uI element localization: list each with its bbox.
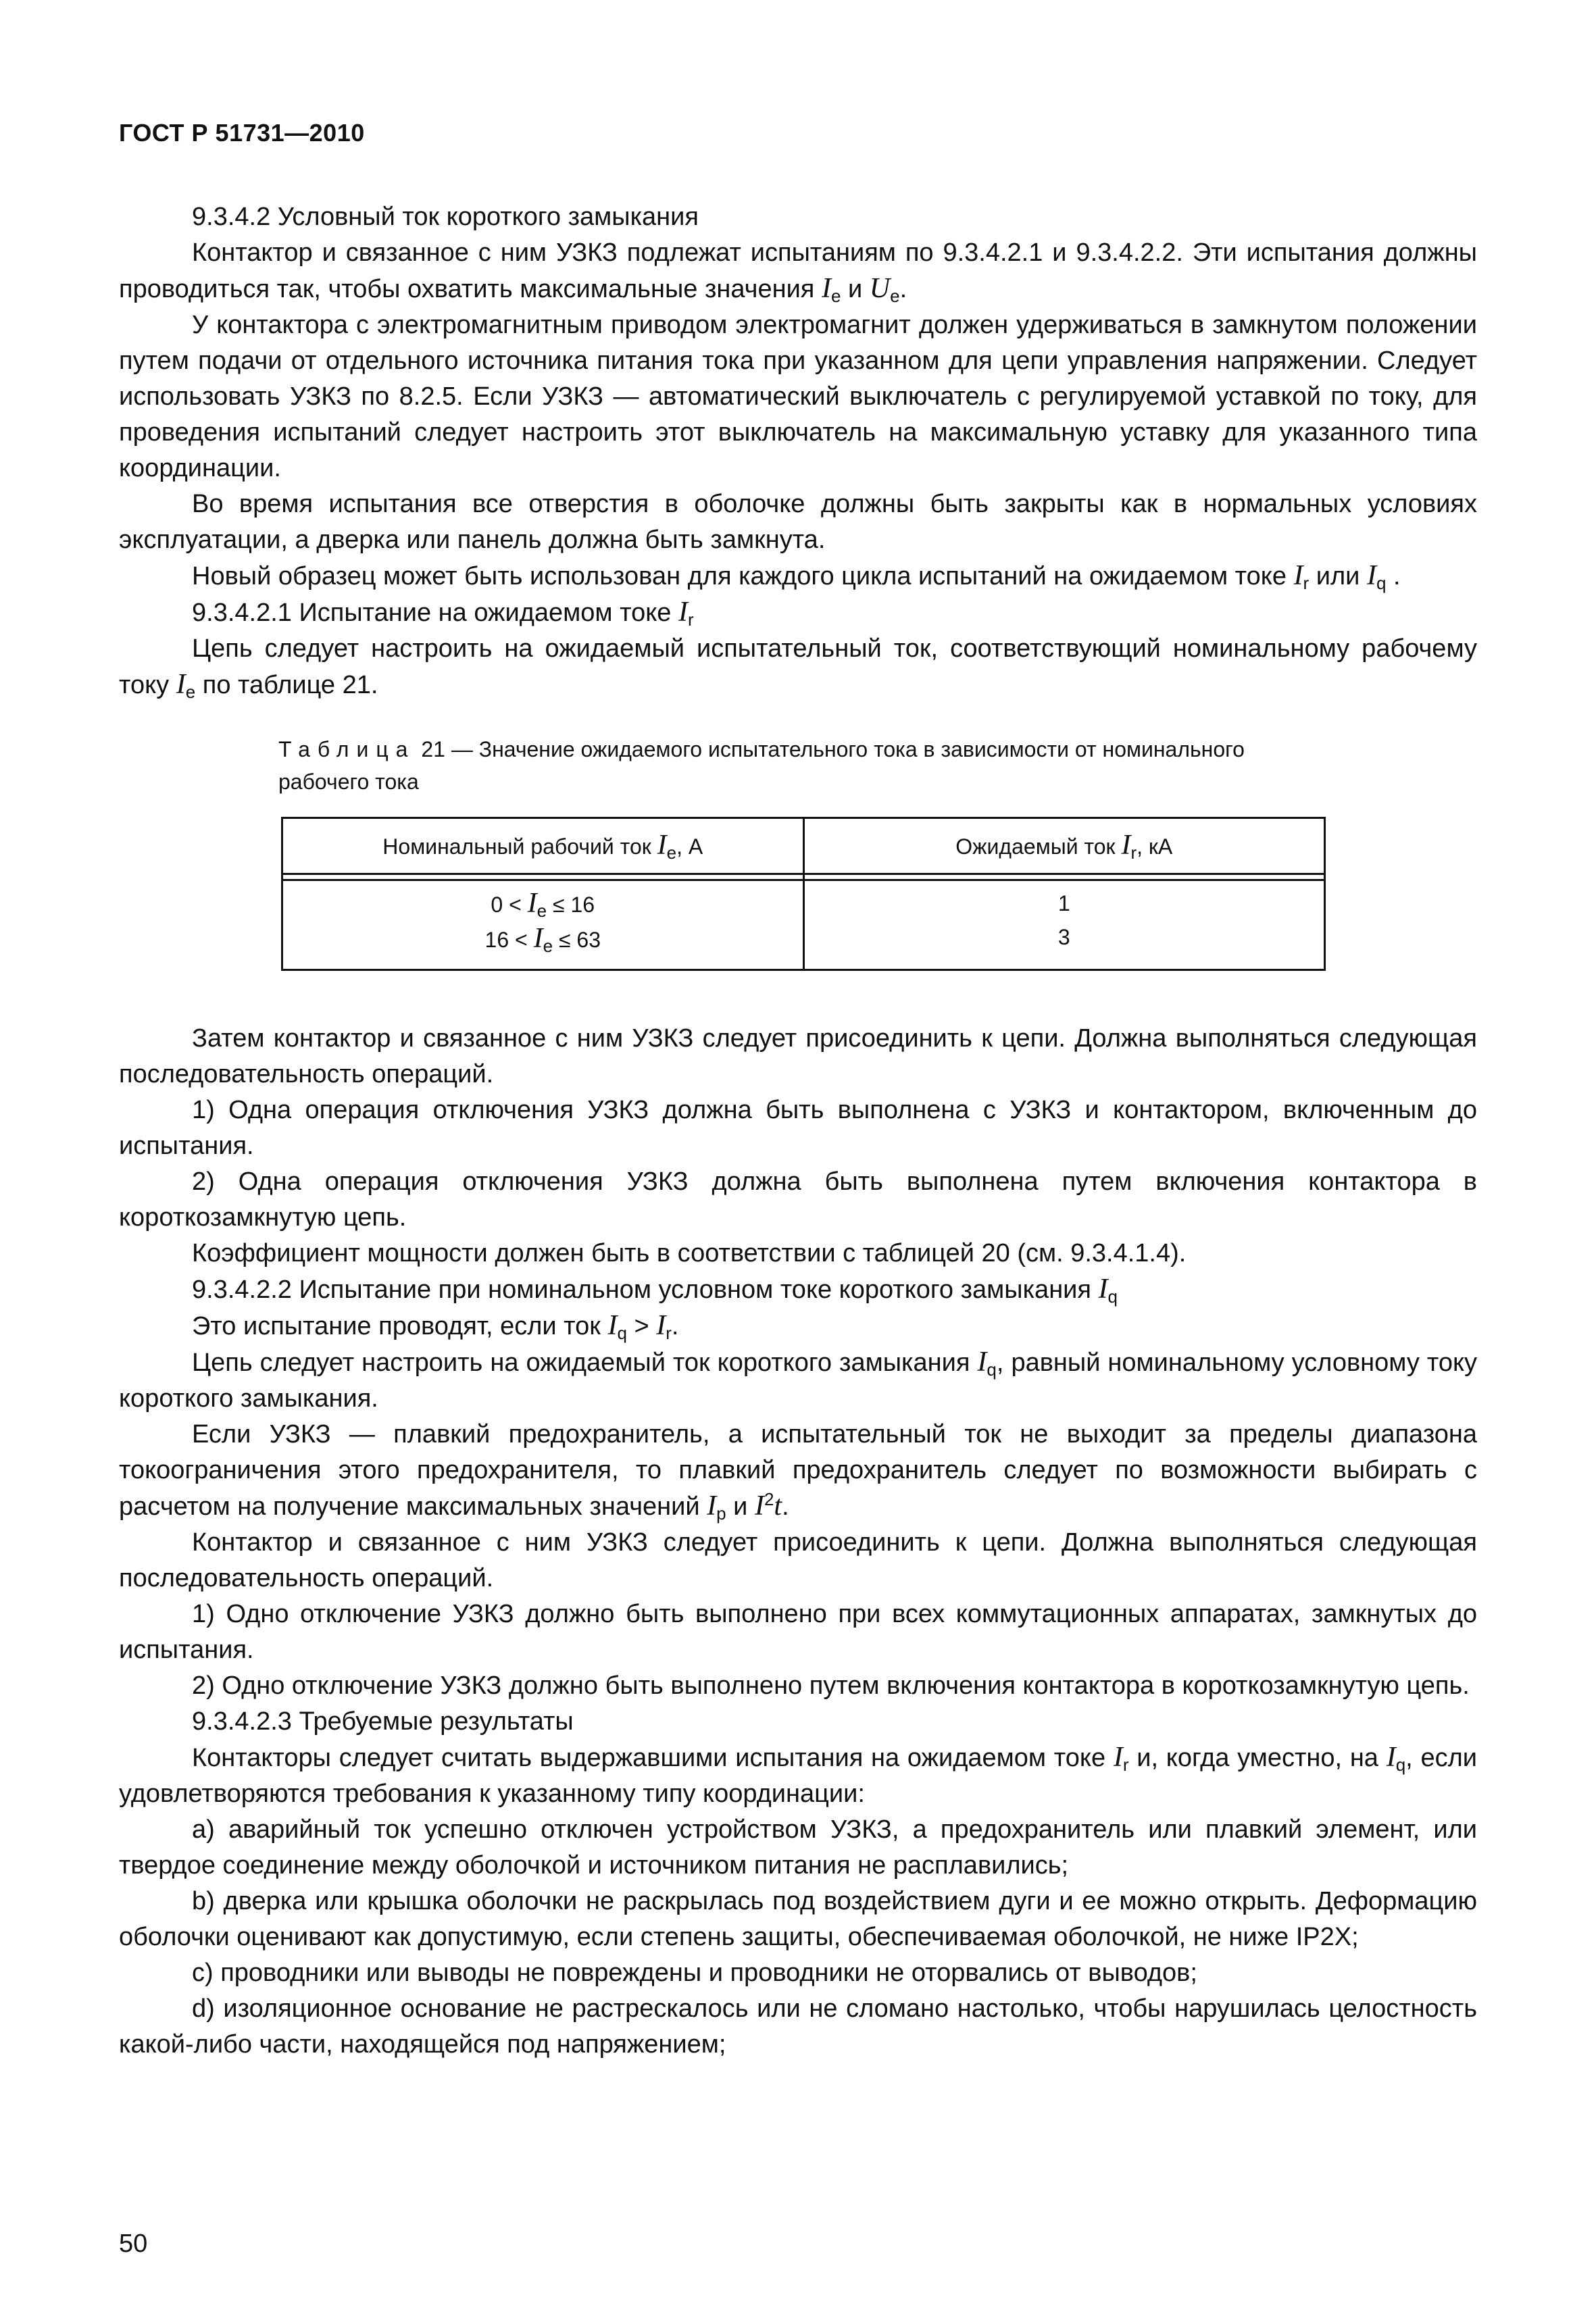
- list-item: a) аварийный ток успешно отключен устройством УЗКЗ, а предохранитель или плавкий элемент, или твердое соединение между оболочкой и источником питания не расплавились;: [119, 1815, 1477, 1880]
- paragraph: Новый образец может быть использован для каждого цикла испытаний на ожидаемом токе $I_r$ или $I_q$ .: [192, 560, 1401, 593]
- paragraph: 9.3.4.2.1 Испытание на ожидаемом токе $I_r$: [192, 597, 694, 630]
- paragraph: Контакторы следует считать выдержавшими испытания на ожидаемом токе $I_r$ и, когда уместно, на $I_q$, если удовлетворяются требования к указанному типу координации:: [119, 1742, 1477, 1808]
- document-header: ГОСТ Р 51731—2010: [119, 119, 365, 147]
- document-body: [119, 199, 1477, 2063]
- table-header-expected-current: Ожидаемый ток $I_r$, кА: [803, 818, 1325, 874]
- paragraph: 9.3.4.2.2 Испытание при номинальном условном токе короткого замыкания $I_q$: [192, 1274, 1118, 1307]
- table-caption: Таблица 21 — Значение ожидаемого испытательного тока в зависимости от номинального рабочего тока: [278, 737, 1245, 794]
- table-21: [281, 817, 1326, 971]
- paragraph: Контактор и связанное с ним УЗКЗ следует присоединить к цепи. Должна выполняться следующая последовательность операций.: [119, 1528, 1477, 1592]
- paragraph: Контактор и связанное с ним УЗКЗ подлежат испытаниям по 9.3.4.2.1 и 9.3.4.2.2. Эти испытания должны проводиться так, чтобы охватить максимальные значения $I_e$ и $U_e$.: [119, 238, 1477, 306]
- table-double-rule: [282, 874, 1325, 880]
- table-cell-ranges: $0 < I_e \le 16$ $16 < I_e \le 63$: [282, 880, 804, 970]
- paragraph: 9.3.4.2.3 Требуемые результаты: [192, 1707, 574, 1736]
- table-cell-values: 1 3: [803, 880, 1325, 970]
- list-item: c) проводники или выводы не повреждены и проводники не оторвались от выводов;: [192, 1959, 1197, 1987]
- list-item: 2) Одна операция отключения УЗКЗ должна быть выполнена путем включения контактора в короткозамкнутую цепь.: [119, 1167, 1477, 1232]
- page-number: 50: [119, 2230, 148, 2258]
- table-row: [282, 880, 1325, 970]
- list-item: 2) Одно отключение УЗКЗ должно быть выполнено путем включения контактора в короткозамкнутую цепь.: [192, 1671, 1470, 1700]
- paragraph: У контактора с электромагнитным приводом электромагнит должен удерживаться в замкнутом положении путем подачи от отдельного источника питания тока при указанном для цепи управления напряжении. Следует использовать УЗКЗ по 8.2.5. Если УЗКЗ — автоматический выключатель с регулируемой уставкой по току, для проведения испытаний следует настроить этот выключатель на максимальную уставку для указанного типа координации.: [119, 311, 1477, 482]
- table-header-nominal-current: Номинальный рабочий ток $I_e$, А: [282, 818, 804, 874]
- list-item: 1) Одно отключение УЗКЗ должно быть выполнено при всех коммутационных аппаратах, замкнутых до испытания.: [119, 1600, 1477, 1664]
- document-page: [119, 0, 1477, 2314]
- list-item: 1) Одна операция отключения УЗКЗ должна быть выполнена с УЗКЗ и контактором, включенным до испытания.: [119, 1096, 1477, 1160]
- paragraph: Во время испытания все отверстия в оболочке должны быть закрыты как в нормальных условиях эксплуатации, а дверка или панель должна быть замкнута.: [119, 490, 1477, 554]
- paragraph: Цепь следует настроить на ожидаемый ток короткого замыкания $I_q$, равный номинальному условному току короткого замыкания.: [119, 1347, 1477, 1413]
- list-item: d) изоляционное основание не растрескалось или не сломано настолько, чтобы нарушилась целостность какой-либо части, находящейся под напряжением;: [119, 1994, 1477, 2059]
- paragraph: Затем контактор и связанное с ним УЗКЗ следует присоединить к цепи. Должна выполняться следующая последовательность операций.: [119, 1024, 1477, 1088]
- paragraph: Это испытание проводят, если ток $I_q > I_r$.: [192, 1310, 679, 1343]
- list-item: b) дверка или крышка оболочки не раскрылась под воздействием дуги и ее можно открыть. Деформацию оболочки оценивают как допустимую, если степень защиты, обеспечиваемая оболочкой, не ниже IP2X;: [119, 1887, 1477, 1951]
- paragraph: Если УЗКЗ — плавкий предохранитель, а испытательный ток не выходит за пределы диапазона токоограничения этого предохранителя, то плавкий предохранитель следует по возможности выбирать с расчетом на получение максимальных значений $I_p$ и $I^2t$.: [119, 1420, 1477, 1524]
- paragraph: Цепь следует настроить на ожидаемый испытательный ток, соответствующий номинальному рабочему току $I_e$ по таблице 21.: [119, 634, 1477, 702]
- paragraph: 9.3.4.2 Условный ток короткого замыкания: [192, 203, 699, 231]
- paragraph: Коэффициент мощности должен быть в соответствии с таблицей 20 (см. 9.3.4.1.4).: [192, 1239, 1187, 1267]
